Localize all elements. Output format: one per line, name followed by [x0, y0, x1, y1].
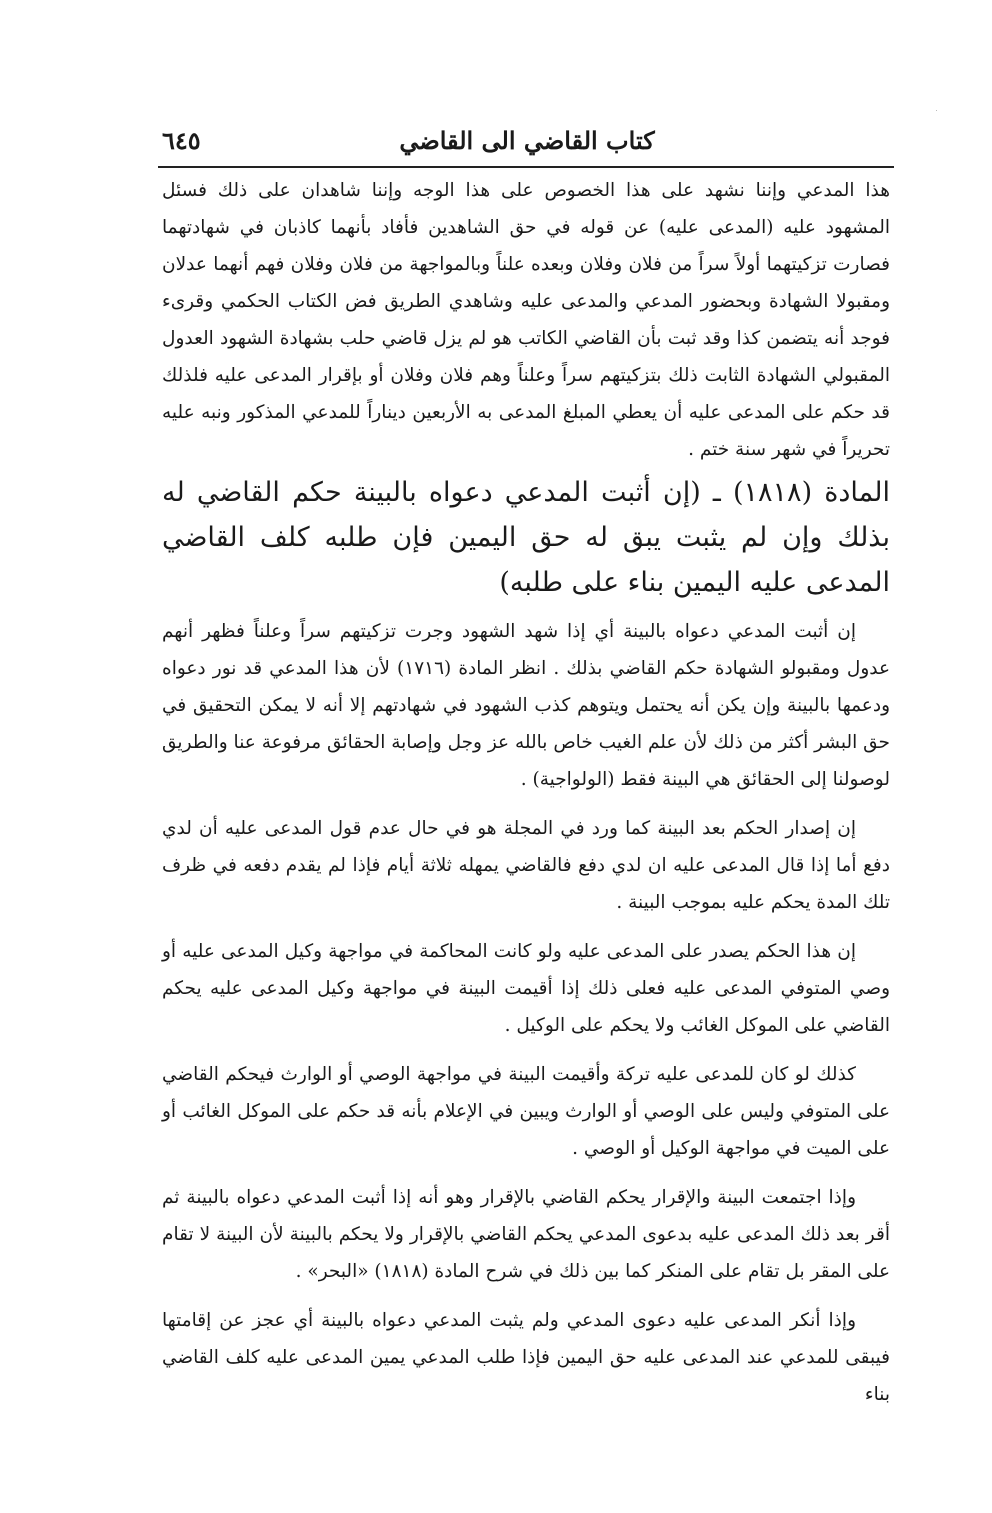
commentary-paragraph-2: إن إصدار الحكم بعد البينة كما ورد في المجلة هو في حال عدم قول المدعى عليه أن لدي دفع أما إذا قال المدعى عليه ان لدي دفع فالقاضي يمهله ثلاثة أيام فإذا لم يقدم دفعه في ظرف تلك المدة يحكم عليه بموجب البينة . [162, 818, 890, 913]
intro-paragraph: هذا المدعي وإننا نشهد على هذا الخصوص على هذا الوجه وإننا شاهدان على ذلك فسئل المشهود عليه (المدعى عليه) عن قوله في حق الشاهدين فأفاد بأنهما كاذبان في شهادتهما فصارت تزكيتهما أولاً سراً من فلان وفلان وبعده علناً وبالمواجهة من فلان وفلان فهم أنهما عدلان ومقبولا الشهادة وبحضور المدعي والمدعى عليه وشاهدي الطريق فض الكتاب الحكمي وقرىء فوجد أنه يتضمن كذا وقد ثبت بأن القاضي الكاتب هو لم يزل قاضي حلب بشهادة الشهود العدول المقبولي الشهادة الثابت ذلك بتزكيتهم سراً وعلناً وهم فلان وفلان أو بإقرار المدعى عليه فلذلك قد حكم على المدعى عليه أن يعطي المبلغ المدعى به الأربعين ديناراً للمدعي المذكور ونبه عليه تحريراً في شهر سنة ختم . [162, 180, 890, 460]
commentary-paragraph-4: كذلك لو كان للمدعى عليه تركة وأقيمت البينة في مواجهة الوصي أو الوارث فيحكم القاضي على المتوفي وليس على الوصي أو الوارث ويبين في الإعلام بأنه قد حكم على الموكل الغائب أو على الميت في مواجهة الوكيل أو الوصي . [162, 1064, 890, 1159]
running-title: كتاب القاضي الى القاضي [399, 126, 655, 155]
commentary-paragraph-3: إن هذا الحكم يصدر على المدعى عليه ولو كانت المحاكمة في مواجهة وكيل المدعى عليه أو وصي المتوفي المدعى عليه فعلى ذلك إذا أقيمت البينة في مواجهة وكيل المدعى عليه يحكم القاضي على الموكل الغائب ولا يحكم على الوكيل . [162, 941, 890, 1036]
commentary-paragraph-5: وإذا اجتمعت البينة والإقرار يحكم القاضي بالإقرار وهو أنه إذا أثبت المدعي دعواه بالبينة ثم أقر بعد ذلك المدعى عليه بدعوى المدعي يحكم القاضي بالإقرار ولا يحكم بالبينة لأن البينة لا تقام على المقر بل تقام على المنكر كما بين ذلك في شرح المادة (١٨١٨) «البحر» . [162, 1187, 890, 1282]
scan-speck [936, 110, 937, 111]
header-rule [158, 166, 894, 168]
page-header [162, 124, 892, 168]
page-number: ٦٤٥ [162, 126, 201, 155]
commentary-paragraph-6: وإذا أنكر المدعى عليه دعوى المدعي ولم يثبت المدعي دعواه بالبينة أي عجز عن إقامتها فيبقى للمدعي عند المدعى عليه حق اليمين فإذا طلب المدعي يمين المدعى عليه كلف القاضي بناء [162, 1310, 890, 1405]
commentary-paragraph-1: إن أثبت المدعي دعواه بالبينة أي إذا شهد الشهود وجرت تزكيتهم سراً وعلناً فظهر أنهم عدول ومقبولو الشهادة حكم القاضي بذلك . انظر المادة (١٧١٦) لأن هذا المدعي قد نور دعواه ودعمها بالبينة وإن يكن أنه يحتمل ويتوهم كذب الشهود في شهادتهم إلا أنه لا يمكن التحقيق في حق البشر أكثر من ذلك لأن علم الغيب خاص بالله عز وجل وإصابة الحقائق مرفوعة عنا والطريق لوصولنا إلى الحقائق هي البينة فقط (الولواجية) . [162, 621, 890, 790]
page-body [162, 172, 890, 1413]
article-heading: المادة (١٨١٨) ـ (إن أثبت المدعي دعواه بالبينة حكم القاضي له بذلك وإن لم يثبت يبق له حق اليمين فإن طلبه كلف القاضي المدعى عليه اليمين بناء على طلبه) [162, 477, 890, 598]
